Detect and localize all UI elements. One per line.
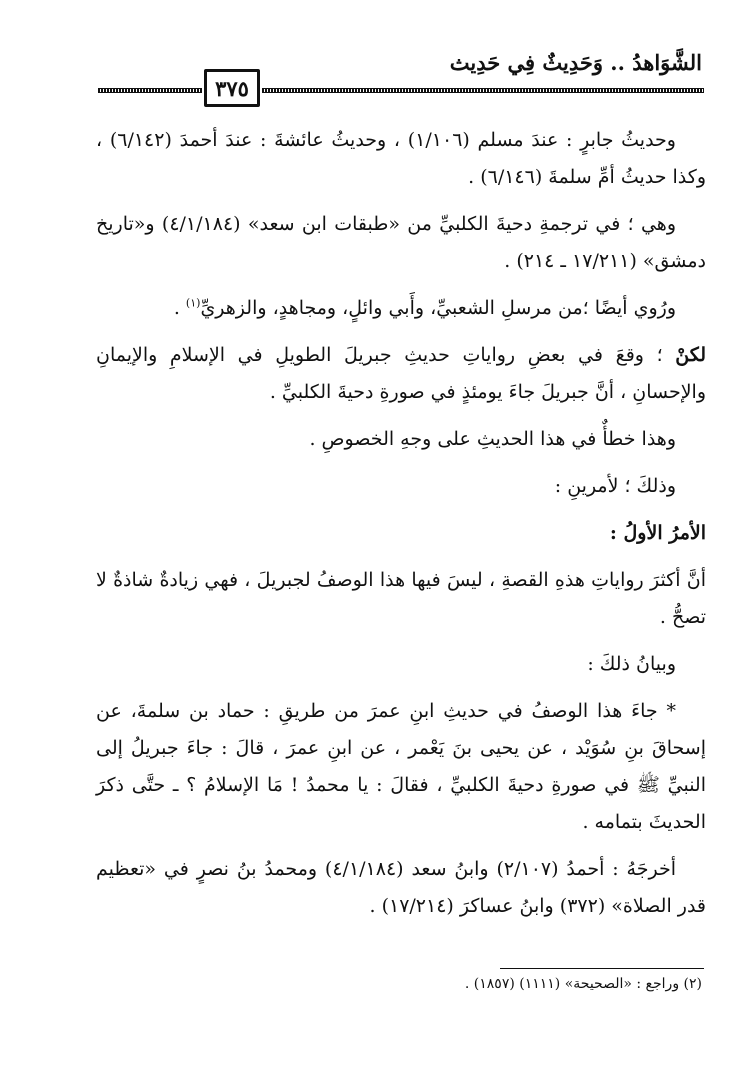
paragraph-8: وبيانُ ذلكَ : [587,653,676,675]
paragraph-4-text: ؛ وقعَ في بعضِ رواياتِ حديثِ جبريلَ الطويلِ في الإسلامِ والإيمانِ والإحسانِ ، أنَّ جبريلَ جاءَ يومئذٍ في صورةِ دحيةَ الكلبيِّ . [96,344,706,403]
paragraph-5: وهذا خطأٌ في هذا الحديثِ على وجهِ الخصوصِ . [309,428,676,450]
paragraph-3 [96,290,706,327]
paragraph-9: * جاءَ هذا الوصفُ في حديثِ ابنِ عمرَ من طريقِ : حماد بن سلمةَ، عن إسحاقَ بنِ سُوَيْد ، عن يحيى بنَ يَعْمر ، عن ابنِ عمرَ ، قالَ : جاءَ جبريلُ إلى النبيِّ ﷺ في صورةِ دحيةَ الكلبيِّ ، فقالَ : يا محمدُ ! مَا الإسلامُ ؟ ـ حتَّى ذكرَ الحديثَ بتمامه . [96,700,706,833]
footnote: (٢) وراجع : «الصحيحة» (١١١١) (١٨٥٧) . [464,976,702,992]
section-heading: الأمرُ الأولُ : [609,522,706,544]
paragraph-1: وحديثُ جابرٍ : عندَ مسلم (١/١٠٦) ، وحديثُ عائشةَ : عندَ أحمدَ (٦/١٤٢) ، وكذا حديثُ أمِّ سلمةَ (٦/١٤٦) . [96,129,706,188]
header-rule-left [98,88,202,94]
footnote-separator [500,968,704,969]
paragraph-7: أنَّ أكثرَ رواياتِ هذهِ القصةِ ، ليسَ فيها هذا الوصفُ لجبريلَ ، فهي زيادةٌ شاذةٌ لا تصحُّ . [96,569,706,628]
header-rule-right [262,88,704,94]
paragraph-4-lead: لكنْ [675,344,706,366]
page-number: ٣٧٥ [204,69,260,107]
paragraph-6: وذلكَ ؛ لأمرينِ : [554,475,676,497]
main-text [96,122,706,935]
paragraph-3-text: ورُوي أيضًا ؛من مرسلِ الشعبيِّ، وأَبي وائلٍ، ومجاهدٍ، والزهريِّ [200,297,676,319]
footnote-marker: (١) [185,296,201,310]
paragraph-10: أخرجَهُ : أحمدُ (٢/١٠٧) وابنُ سعد (٤/١/١٨٤) ومحمدُ بنُ نصرٍ في «تعظيم قدر الصلاة» (٣٧٢) وابنُ عساكرَ (١٧/٢١٤) . [96,858,706,917]
paragraph-2: وهي ؛ في ترجمةِ دحيةَ الكلبيِّ من «طبقات ابن سعد» (٤/١/١٨٤) و«تاريخ دمشق» (١٧/٢١١ ـ ٢١٤) . [96,213,706,272]
paragraph-3-end: . [173,297,180,319]
running-title: الشَّوَاهدُ .. وَحَدِيثٌ فِي حَدِيث [449,50,702,75]
paragraph-4 [96,337,706,411]
